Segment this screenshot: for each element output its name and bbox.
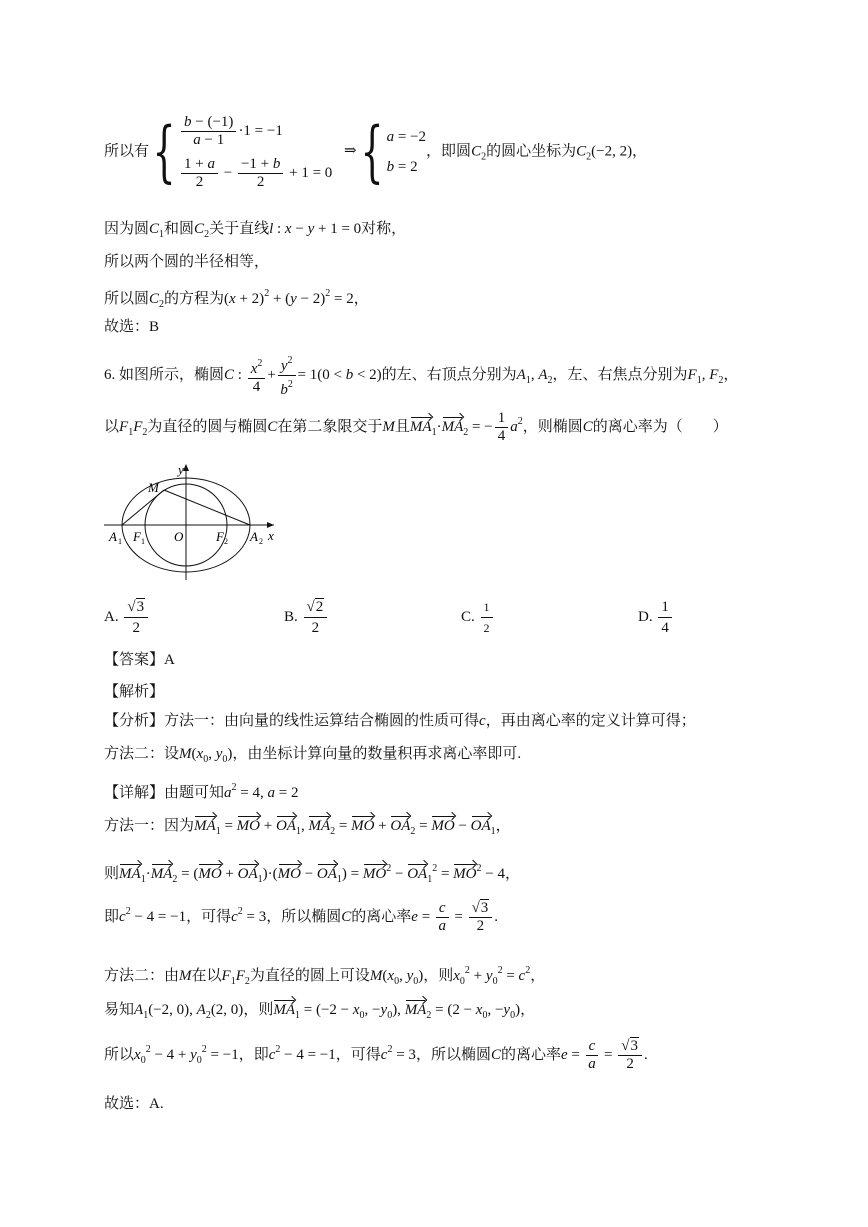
- line-radius: 所以两个圆的半径相等，: [104, 254, 270, 270]
- line-choice-b: 故选：B: [104, 319, 160, 335]
- label-a1: A: [109, 529, 117, 544]
- method2-line1: 方法二：由M在以$F_1F_2$为直径的圆上可设$M(x_0$, $y_0$)，则$x_0^2 + y_0^2 = c^2$，: [104, 965, 546, 987]
- label-f1-sub: 1: [141, 537, 145, 546]
- detail-line: 【详解】由题可知$a^2 = 4$, a = 2: [104, 782, 299, 801]
- y-arrow: [183, 464, 189, 471]
- analysis-line1: 【分析】方法一：由向量的线性运算结合椭圆的性质可得c，再由离心率的定义计算可得；: [104, 713, 696, 729]
- method1-line: 方法一：因为$MA_1$ = MO + $OA_1$, $MA_2$ = MO + $OA_2$ = MO − $OA_1$，: [104, 818, 511, 837]
- system-line: 所以有{ $\frac{b - (-1)}{a - 1}$ ·1 = −1 $\frac{1 + a}{2}$ − $\frac{-1 + b}{2}$ + 1 = 0 ⇒{ a = −2 b = 2 ，即圆$C_2$的圆心坐标为$C_2(-2$, 2)，: [104, 110, 647, 190]
- label-y: y: [178, 462, 184, 477]
- ellipse-figure: [104, 462, 284, 588]
- left-brace-2: {: [360, 113, 384, 190]
- method2-line3: 所以$x_0^2 - 4 + y_0^2 = -1$，即$c^2 - 4 = -1$，可得$c^2 = 3$，所以椭圆C的离心率e = $\frac{c}{a}$ = $\frac{√3}{2}$ .: [104, 1038, 648, 1072]
- method1-result: 即$c^2 - 4 = -1$，可得$c^2 = 3$，所以椭圆C的离心率e = $\frac{c}{a}$ = $\frac{√3}{2}$ .: [104, 900, 499, 934]
- option-a: A. $\frac{√3}{2}$: [104, 597, 150, 638]
- equation-system-right: a = −2 b = 2: [386, 129, 427, 175]
- text-solve-mid: ，即圆: [426, 143, 472, 160]
- line-equation: 所以圆$C_2$的方程为$(x + 2)^2 + (y - 2)^2 = 2$，: [104, 288, 369, 310]
- segment-ma1: [122, 490, 164, 525]
- label-a2: A: [250, 529, 258, 544]
- option-b: B. $\frac{√2}{2}$: [284, 597, 329, 638]
- text-center-label: 的圆心坐标为: [486, 143, 577, 160]
- segment-ma2: [164, 490, 250, 525]
- option-d: D. $\frac{1}{4}$: [638, 597, 674, 638]
- analysis-line2: 方法二：设$M(x_0$, $y_0$)，由坐标计算向量的数量积再求离心率即可.: [104, 746, 522, 765]
- left-brace: {: [152, 113, 176, 190]
- label-a1-sub: 1: [118, 537, 122, 546]
- analysis-header: 【解析】: [104, 684, 165, 700]
- label-f2-sub: 2: [224, 537, 228, 546]
- label-m: M: [148, 480, 159, 495]
- final-choice: 故选：A.: [104, 1096, 164, 1112]
- label-o: O: [174, 529, 184, 544]
- option-c: C. $\frac{1}{2}$: [461, 597, 495, 638]
- label-f1: F: [133, 529, 141, 544]
- method1-product: 则$MA_1\cdot MA_2 = (MO + OA_1)\cdot(MO - OA_1) = MO^2 - OA_1^2 = MO^2 - 4$，: [104, 863, 520, 885]
- question-6-line2: 以$F_1F_2$为直径的圆与椭圆C在第二象限交于M且$MA_1\cdot MA_2$ = − $\frac{1}{4}$ $a^2$，则椭圆C的离心率为（ ）: [104, 410, 728, 444]
- method2-line2: 易知$A_1(-2$, 0), $A_2(2$, 0)，则$MA_1 = (-2 - x_0$, $-y_0$), $MA_2 = (2 - x_0$, $-y_0$)，: [104, 1002, 536, 1021]
- equation-system-left: $\frac{b - (-1)}{a - 1}$ ·1 = −1 $\frac{1 + a}{2}$ − $\frac{-1 + b}{2}$ + 1 = 0: [179, 110, 332, 194]
- question-6-line1: 6. 如图所示，椭圆C : $\frac{x^2}{4}$ + $\frac{y^2}{b^2}$ = 1(0 < b < 2)的左、右顶点分别为$A_1$, $A_2$，左、右焦点分别为$F_1$, $F_2$，: [104, 352, 738, 392]
- text-suoyiyou: 所以有: [104, 143, 150, 160]
- line-symmetry: 因为圆$C_1$和圆$C_2$关于直线l : x − y + 1 = 0对称，: [104, 221, 407, 240]
- label-x: x: [268, 528, 274, 543]
- label-f2: F: [216, 529, 224, 544]
- answer-line: 【答案】A: [104, 652, 175, 668]
- label-a2-sub: 2: [259, 537, 263, 546]
